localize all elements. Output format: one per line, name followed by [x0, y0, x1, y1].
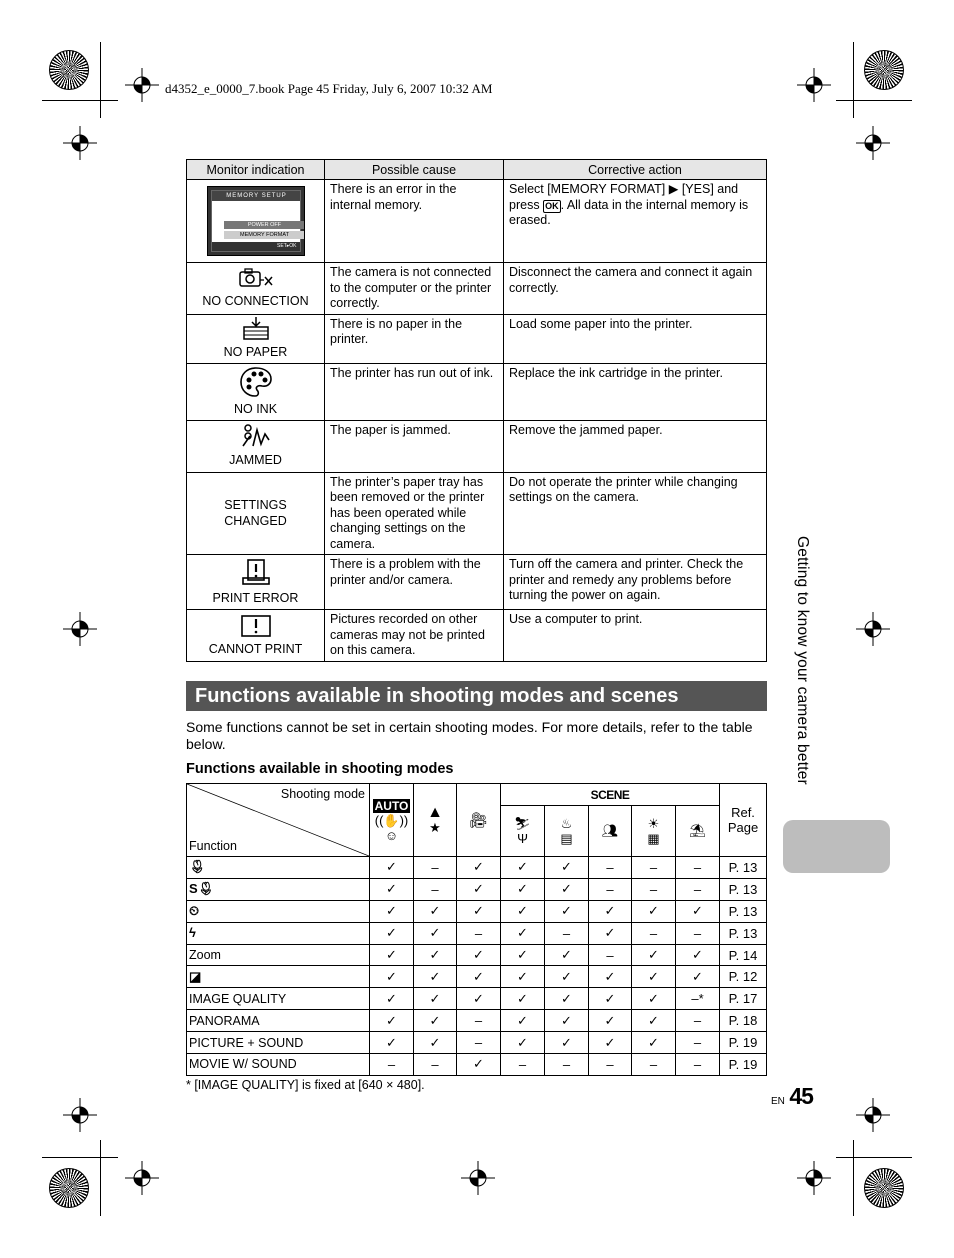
- memory-setup-screen-image: [207, 186, 305, 256]
- availability-cell: –: [457, 1010, 501, 1032]
- no-ink-icon: [239, 366, 273, 398]
- registration-burst-icon: [49, 50, 89, 90]
- super-macro-icon: S🌷︎: [189, 881, 215, 897]
- availability-cell: –: [501, 1054, 545, 1076]
- availability-cell: ✓: [632, 900, 676, 922]
- registration-burst-icon: [864, 50, 904, 90]
- availability-cell: ✓: [589, 988, 632, 1010]
- scene-header: [501, 784, 720, 806]
- availability-cell: ✓: [370, 900, 414, 922]
- printer-error-table: [186, 159, 767, 662]
- monitor-cell: [187, 263, 325, 315]
- table-row: [187, 900, 767, 922]
- side-tab-text: Getting to know your camera better: [794, 536, 811, 785]
- monitor-cell: [187, 610, 325, 662]
- ref-page-cell: P. 13: [720, 857, 767, 879]
- availability-cell: –: [632, 922, 676, 944]
- cause-cell: The printer’s paper tray has been removed or the printer has been operated while changing settings on the camera.: [325, 472, 504, 555]
- ref-page-cell: P. 13: [720, 922, 767, 944]
- table-row: [187, 314, 767, 363]
- availability-cell: –: [632, 857, 676, 879]
- availability-cell: ✓: [370, 988, 414, 1010]
- cause-cell: There is a problem with the printer and/or camera.: [325, 555, 504, 610]
- table-row: [187, 472, 767, 555]
- monitor-label: CANNOT PRINT: [208, 642, 303, 656]
- availability-cell: ✓: [501, 878, 545, 900]
- crosshair-icon: [461, 1161, 495, 1195]
- registration-burst-icon: [49, 1168, 89, 1208]
- column-header: Monitor indication: [187, 160, 325, 180]
- cause-cell: There is no paper in the printer.: [325, 314, 504, 363]
- monitor-label: PRINT ERROR: [212, 590, 299, 605]
- availability-cell: –: [632, 1054, 676, 1076]
- availability-cell: –: [676, 857, 720, 879]
- table-row: [187, 922, 767, 944]
- table-row: [187, 1010, 767, 1032]
- scene-sunset-header: [632, 805, 676, 856]
- image-stabilizer-icon: ((✋)): [374, 812, 409, 828]
- action-cell: Do not operate the printer while changing settings on the camera.: [504, 472, 767, 555]
- corner-header-cell: [187, 784, 370, 857]
- availability-cell: ✓: [501, 1032, 545, 1054]
- fireworks-icon: ▦: [647, 830, 660, 846]
- page-number: [771, 1083, 813, 1110]
- availability-cell: ✓: [545, 857, 589, 879]
- availability-cell: –: [414, 878, 457, 900]
- availability-cell: –: [457, 1032, 501, 1054]
- auto-mode-icon: AUTO: [374, 798, 409, 813]
- table-header-row: [187, 784, 767, 806]
- ref-page-cell: P. 17: [720, 988, 767, 1010]
- monitor-label: NO INK: [233, 402, 278, 416]
- availability-cell: –: [457, 922, 501, 944]
- mode-program-header: [414, 784, 457, 857]
- function-label: Function: [189, 839, 237, 853]
- availability-cell: ✓: [414, 966, 457, 988]
- availability-cell: ✓: [501, 922, 545, 944]
- crosshair-icon: [63, 126, 97, 160]
- crosshair-icon: [125, 1161, 159, 1195]
- availability-cell: ✓: [414, 1032, 457, 1054]
- availability-cell: ✓: [632, 966, 676, 988]
- availability-cell: –: [632, 878, 676, 900]
- flash-icon: ϟ: [189, 925, 196, 941]
- table-row: [187, 966, 767, 988]
- monitor-label: JAMMED: [229, 452, 282, 467]
- registration-burst-icon: [864, 1168, 904, 1208]
- page-lang: EN: [771, 1096, 785, 1107]
- availability-cell: ✓: [457, 900, 501, 922]
- availability-cell: ✓: [501, 966, 545, 988]
- screen-menu-item: MEMORY FORMAT: [224, 231, 304, 239]
- mode-auto-header: [370, 784, 414, 857]
- availability-cell: –: [589, 878, 632, 900]
- action-cell: Remove the jammed paper.: [504, 420, 767, 472]
- monitor-cell: [187, 363, 325, 420]
- screen-menu-item: POWER OFF: [224, 221, 304, 229]
- availability-cell: ✓: [457, 878, 501, 900]
- monitor-screen-cell: [187, 180, 325, 263]
- crosshair-icon: [797, 68, 831, 102]
- column-header: Corrective action: [504, 160, 767, 180]
- availability-cell: ✓: [414, 988, 457, 1010]
- function-name-cell: IMAGE QUALITY: [187, 988, 370, 1010]
- availability-cell: ✓: [501, 857, 545, 879]
- availability-cell: ✓: [370, 1010, 414, 1032]
- availability-cell: –: [370, 1054, 414, 1076]
- ref-page-cell: P. 18: [720, 1010, 767, 1032]
- availability-cell: ✓: [545, 988, 589, 1010]
- ref-page-cell: P. 19: [720, 1032, 767, 1054]
- ok-button-icon: OK: [545, 200, 559, 211]
- group-portrait-icon: 👥︎: [601, 823, 619, 839]
- function-icon-cell: [187, 878, 370, 900]
- ref-page-cell: P. 12: [720, 966, 767, 988]
- availability-cell: ✓: [457, 966, 501, 988]
- availability-cell: ✓: [370, 878, 414, 900]
- availability-cell: –: [676, 1010, 720, 1032]
- action-cell: Disconnect the camera and connect it again correctly.: [504, 263, 767, 315]
- scene-candle-header: [545, 805, 589, 856]
- availability-cell: ✓: [589, 900, 632, 922]
- monitor-cell: [187, 314, 325, 363]
- availability-cell: ✓: [545, 966, 589, 988]
- table-row: [187, 1054, 767, 1076]
- cause-cell: Pictures recorded on other cameras may not be printed on this camera.: [325, 610, 504, 662]
- page-number-value: 45: [789, 1083, 813, 1109]
- macro-icon: 🌷︎: [189, 859, 206, 875]
- paper-jam-icon: [241, 424, 271, 448]
- action-cell: Replace the ink cartridge in the printer.: [504, 363, 767, 420]
- monitor-label: SETTINGS CHANGED: [224, 498, 287, 529]
- availability-cell: ✓: [370, 857, 414, 879]
- cannot-print-icon: [240, 614, 272, 638]
- function-name-cell: PANORAMA: [187, 1010, 370, 1032]
- self-timer-icon: ⏲: [189, 903, 200, 919]
- function-name-cell: Zoom: [187, 944, 370, 966]
- intro-paragraph: Some functions cannot be set in certain shooting modes. For more details, refer to the table below.: [186, 719, 753, 752]
- availability-cell: –: [676, 878, 720, 900]
- availability-cell: ✓: [501, 900, 545, 922]
- availability-cell: ✓: [632, 988, 676, 1010]
- landscape-portrait-icon: ▲: [427, 804, 443, 821]
- availability-cell: ✓: [414, 922, 457, 944]
- availability-cell: ✓: [457, 1054, 501, 1076]
- availability-cell: ✓: [589, 966, 632, 988]
- availability-cell: ✓: [632, 1010, 676, 1032]
- beach-snow-icon: ⛱: [689, 823, 706, 839]
- scene-group-header: [589, 805, 632, 856]
- table-row: [187, 878, 767, 900]
- availability-cell: ✓: [545, 900, 589, 922]
- availability-cell: ✓: [370, 966, 414, 988]
- function-name-cell: MOVIE W/ SOUND: [187, 1054, 370, 1076]
- availability-cell: ✓: [457, 988, 501, 1010]
- availability-cell: ✓: [457, 944, 501, 966]
- crosshair-icon: [63, 612, 97, 646]
- column-header: Possible cause: [325, 160, 504, 180]
- modes-table-body: [187, 857, 767, 1076]
- availability-cell: ✓: [501, 988, 545, 1010]
- action-cell: Select [MEMORY FORMAT] ▶ [YES] and press OK . All data in the internal memory is erased.: [504, 180, 767, 263]
- footnote: * [IMAGE QUALITY] is fixed at [640 × 480].: [186, 1078, 425, 1092]
- availability-cell: ✓: [457, 857, 501, 879]
- mode-movie-header: [457, 784, 501, 857]
- screen-footer: SET▸OK: [212, 242, 300, 251]
- monitor-label: NO CONNECTION: [202, 293, 309, 308]
- table-row: [187, 1032, 767, 1054]
- availability-cell: ✓: [632, 944, 676, 966]
- document-icon: ▤: [560, 830, 573, 846]
- crosshair-icon: [125, 68, 159, 102]
- availability-cell: ✓: [545, 1010, 589, 1032]
- scene-label: SCENE: [590, 787, 630, 802]
- availability-cell: ✓: [414, 1010, 457, 1032]
- table-row: [187, 610, 767, 662]
- table-header-row: [187, 160, 767, 180]
- availability-cell: –: [545, 1054, 589, 1076]
- availability-cell: –: [545, 922, 589, 944]
- crosshair-icon: [797, 1161, 831, 1195]
- availability-cell: ✓: [589, 1010, 632, 1032]
- book-header-line: d4352_e_0000_7.book Page 45 Friday, July 6, 2007 10:32 AM: [165, 81, 493, 96]
- availability-cell: ✓: [370, 1032, 414, 1054]
- availability-cell: –: [676, 1054, 720, 1076]
- no-paper-icon: [241, 317, 271, 341]
- availability-cell: ✓: [501, 1010, 545, 1032]
- availability-cell: ✓: [370, 922, 414, 944]
- action-cell: Use a computer to print.: [504, 610, 767, 662]
- table-row: [187, 944, 767, 966]
- sunset-icon: ☀: [647, 815, 660, 831]
- action-cell: Load some paper into the printer.: [504, 314, 767, 363]
- availability-cell: ✓: [589, 922, 632, 944]
- table-row: [187, 180, 767, 263]
- table-row: [187, 857, 767, 879]
- availability-cell: ✓: [545, 1032, 589, 1054]
- function-icon-cell: [187, 966, 370, 988]
- function-icon-cell: [187, 922, 370, 944]
- shooting-modes-table: [186, 783, 767, 1076]
- availability-cell: –*: [676, 988, 720, 1010]
- scene-sport-indoor-header: [501, 805, 545, 856]
- crosshair-icon: [63, 1098, 97, 1132]
- print-error-icon: [241, 558, 271, 586]
- availability-cell: –: [589, 944, 632, 966]
- shooting-mode-label: Shooting mode: [280, 787, 365, 801]
- availability-cell: –: [589, 857, 632, 879]
- monitor-label: NO PAPER: [223, 345, 288, 359]
- cause-cell: The printer has run out of ink.: [325, 363, 504, 420]
- availability-cell: ✓: [632, 1032, 676, 1054]
- ref-page-cell: P. 13: [720, 878, 767, 900]
- sport-icon: ⛷: [514, 815, 531, 831]
- monitor-cell: [187, 420, 325, 472]
- night-scene-icon: ★: [429, 820, 441, 835]
- availability-cell: ✓: [676, 944, 720, 966]
- ref-page-cell: P. 14: [720, 944, 767, 966]
- availability-cell: –: [676, 1032, 720, 1054]
- ref-page-header: Ref. Page: [720, 784, 767, 857]
- availability-cell: –: [676, 922, 720, 944]
- availability-cell: –: [414, 1054, 457, 1076]
- availability-cell: ✓: [501, 944, 545, 966]
- cuisine-icon: Ψ: [517, 830, 528, 846]
- table-row: [187, 555, 767, 610]
- availability-cell: ✓: [414, 944, 457, 966]
- table-row: [187, 363, 767, 420]
- action-cell: Turn off the camera and printer. Check the printer and remedy any problems before turning the power on again.: [504, 555, 767, 610]
- ref-page-cell: P. 13: [720, 900, 767, 922]
- crosshair-icon: [856, 1098, 890, 1132]
- availability-cell: ✓: [545, 878, 589, 900]
- cause-cell: The paper is jammed.: [325, 420, 504, 472]
- availability-cell: ✓: [545, 944, 589, 966]
- availability-cell: ✓: [589, 1032, 632, 1054]
- screen-title: MEMORY SETUP: [212, 191, 300, 201]
- availability-cell: –: [414, 857, 457, 879]
- availability-cell: ✓: [414, 900, 457, 922]
- ref-page-cell: P. 19: [720, 1054, 767, 1076]
- availability-cell: ✓: [370, 944, 414, 966]
- crosshair-icon: [856, 126, 890, 160]
- table-row: [187, 988, 767, 1010]
- availability-cell: –: [589, 1054, 632, 1076]
- cause-cell: The camera is not connected to the computer or the printer correctly.: [325, 263, 504, 315]
- subheading: Functions available in shooting modes: [186, 761, 454, 777]
- monitor-cell: [187, 555, 325, 610]
- table-row: [187, 420, 767, 472]
- movie-icon: 🎥︎: [468, 811, 489, 829]
- table-row: [187, 263, 767, 315]
- guide-icon: ☺: [384, 827, 399, 843]
- availability-cell: ✓: [676, 966, 720, 988]
- candle-icon: ♨: [560, 815, 573, 831]
- scene-beach-header: [676, 805, 720, 856]
- cause-cell: There is an error in the internal memory.: [325, 180, 504, 263]
- function-icon-cell: [187, 857, 370, 879]
- monitor-cell: [187, 472, 325, 555]
- section-title: Functions available in shooting modes and scenes: [186, 681, 767, 711]
- availability-cell: ✓: [676, 900, 720, 922]
- crosshair-icon: [856, 612, 890, 646]
- exposure-compensation-icon: ◪: [189, 968, 202, 984]
- function-name-cell: PICTURE + SOUND: [187, 1032, 370, 1054]
- no-connection-icon: [238, 267, 274, 289]
- function-icon-cell: [187, 900, 370, 922]
- side-tab: [783, 820, 890, 873]
